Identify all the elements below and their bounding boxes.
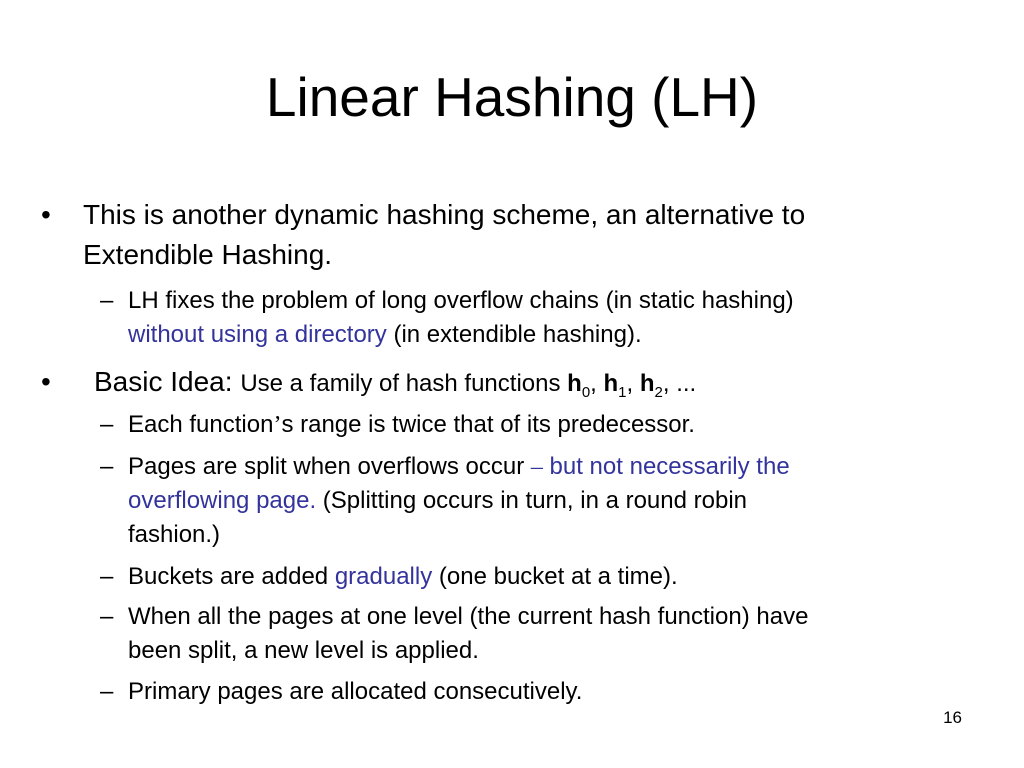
bullet-basic-idea: [41, 363, 994, 406]
hash-fn-h1: h: [603, 370, 619, 397]
highlight-not-necessarily: but not necessarily the: [542, 453, 790, 480]
subbullet-range-twice: [100, 409, 988, 441]
subbullet-pages-split: [100, 451, 988, 483]
dash-marker: –: [100, 603, 114, 630]
dash-marker: –: [100, 411, 114, 438]
highlight-overflowing-page: overflowing page.: [128, 487, 317, 514]
subbullet-primary-pages: [100, 676, 988, 708]
bullet-marker: •: [41, 199, 51, 230]
separator: ,: [590, 370, 604, 397]
hash-fn-h2: h: [639, 370, 655, 397]
subscript-0: 0: [581, 384, 591, 401]
dash-marker: –: [100, 563, 114, 590]
inline-dash: –: [530, 454, 543, 480]
subbullet-text-line1: When all the pages at one level (the current hash function) have: [128, 603, 809, 630]
bullet-text-line1: This is another dynamic hashing scheme, an alternative to: [83, 199, 806, 230]
bullet-dynamic-hashing-cont: [83, 236, 983, 274]
basic-idea-lead: Basic Idea:: [94, 366, 241, 397]
separator: ,: [626, 370, 640, 397]
bullet-text-line2: Extendible Hashing.: [83, 239, 333, 270]
bullet-dynamic-hashing: [41, 196, 983, 234]
subbullet-text: Primary pages are allocated consecutively.: [128, 678, 583, 705]
dash-marker: –: [100, 287, 114, 314]
highlight-gradually: gradually: [334, 563, 433, 590]
subbullet-text-b: s range is twice that of its predecessor.: [281, 411, 695, 438]
subbullet-text-line3: fashion.): [128, 521, 221, 548]
subbullet-text-line2: been split, a new level is applied.: [128, 637, 479, 664]
basic-idea-text: Use a family of hash functions: [240, 370, 568, 397]
subbullet-text-a: Buckets are added: [128, 563, 335, 590]
subbullet-text-line2: (Splitting occurs in turn, in a round robin: [316, 487, 748, 514]
subscript-1: 1: [618, 384, 627, 401]
highlight-without-directory: without using a directory: [128, 321, 387, 348]
dash-marker: –: [100, 453, 114, 480]
subbullet-overflow-chains-cont: [128, 319, 988, 351]
subbullet-new-level-cont: [128, 635, 988, 667]
subscript-2: 2: [654, 384, 663, 401]
slide-title: Linear Hashing (LH): [265, 66, 759, 128]
subbullet-text-line2: (in extendible hashing).: [386, 321, 642, 348]
subbullet-text-a: Each function: [128, 411, 274, 438]
subbullet-text-line1: LH fixes the problem of long overflow chains (in static hashing): [128, 287, 794, 314]
subbullet-new-level: [100, 601, 988, 633]
subbullet-text-line1: Pages are split when overflows occur: [128, 453, 531, 480]
subbullet-overflow-chains: [100, 285, 988, 317]
subbullet-text-b: (one bucket at a time).: [432, 563, 678, 590]
dash-marker: –: [100, 678, 114, 705]
ellipsis: , ...: [662, 370, 697, 397]
bullet-marker: •: [41, 366, 51, 397]
subbullet-pages-split-cont2: [128, 519, 988, 551]
page-number: 16: [943, 708, 962, 727]
apostrophe: ’: [273, 412, 282, 438]
subbullet-pages-split-cont: [128, 485, 988, 517]
hash-fn-h0: h: [567, 370, 582, 397]
subbullet-buckets-added: [100, 561, 988, 593]
